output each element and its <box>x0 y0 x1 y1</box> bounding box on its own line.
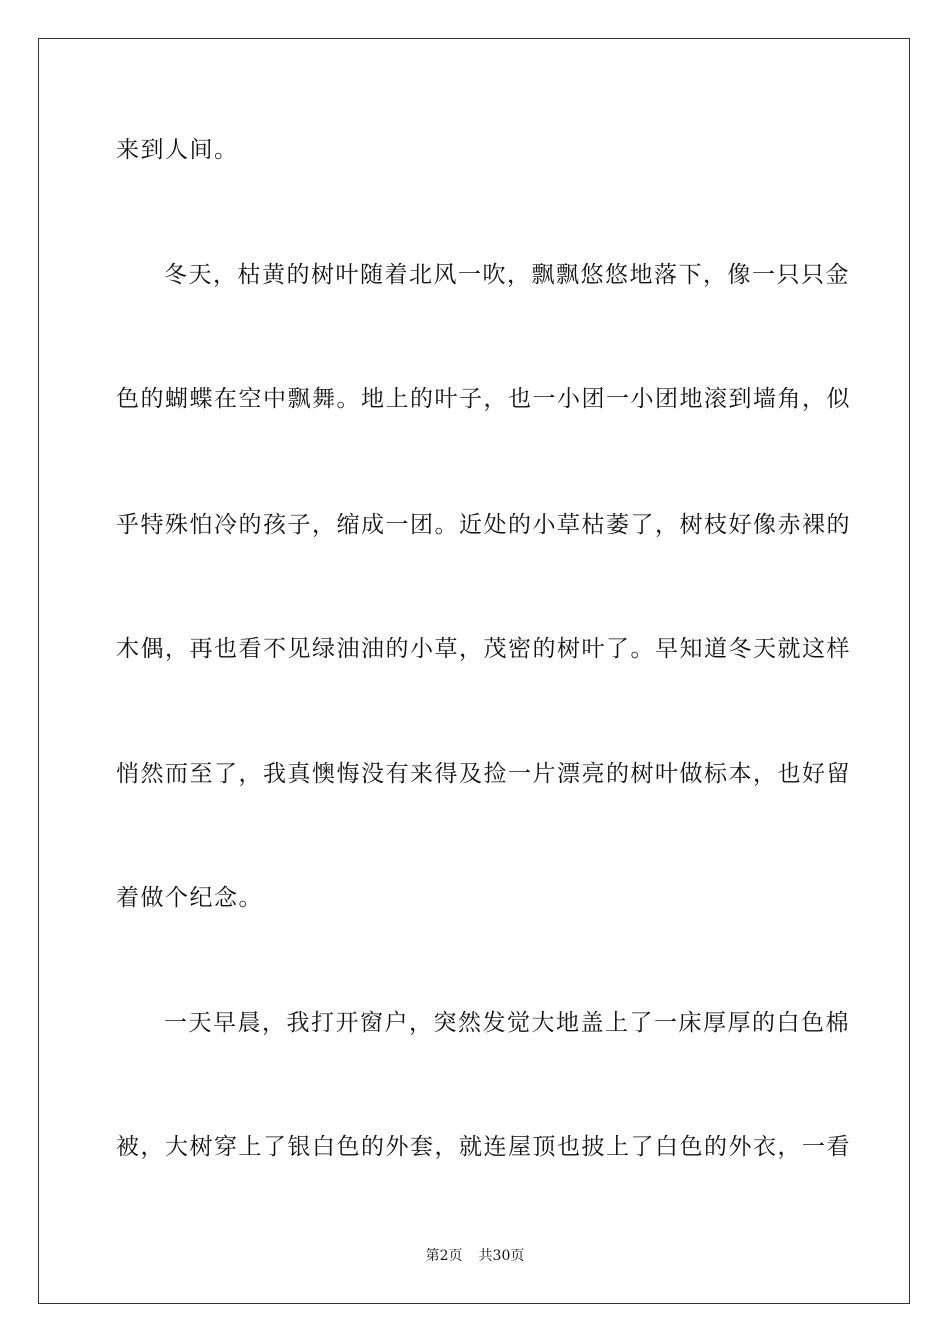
page-number: 第2页 <box>425 1248 463 1264</box>
text-line-3: 色的蝴蝶在空中飘舞。地上的叶子，也一小团一小团地滚到墙角，似 <box>116 386 851 412</box>
text-line-7: 着做个纪念。 <box>116 885 263 911</box>
text-line-2: 冬天，枯黄的树叶随着北风一吹，飘飘悠悠地落下，像一只只金 <box>164 262 850 288</box>
page-border <box>38 38 910 1304</box>
page-footer <box>0 1247 950 1265</box>
text-line-4: 乎特殊怕冷的孩子，缩成一团。近处的小草枯萎了，树枝好像赤裸的 <box>116 512 851 538</box>
text-line-5: 木偶，再也看不见绿油油的小草，茂密的树叶了。早知道冬天就这样 <box>116 636 851 662</box>
text-line-8: 一天早晨，我打开窗户，突然发觉大地盖上了一床厚厚的白色棉 <box>164 1010 850 1036</box>
text-line-6: 悄然而至了，我真懊悔没有来得及捡一片漂亮的树叶做标本，也好留 <box>116 761 851 787</box>
text-line-9: 被，大树穿上了银白色的外套，就连屋顶也披上了白色的外衣，一看 <box>116 1134 851 1160</box>
total-pages: 共30页 <box>478 1248 525 1264</box>
text-line-1: 来到人间。 <box>116 137 239 163</box>
